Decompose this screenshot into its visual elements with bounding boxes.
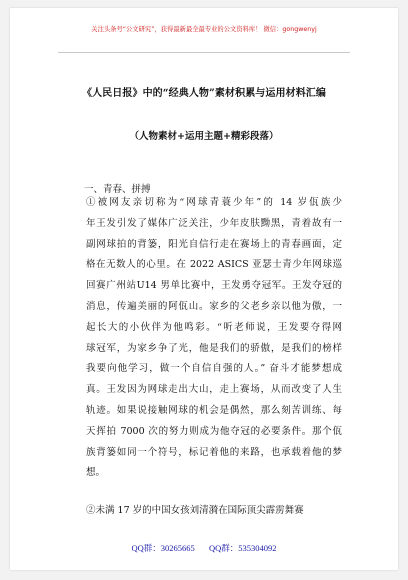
footer-qq-groups xyxy=(10,542,398,554)
footer-qq-group-1: QQ群：30265665 xyxy=(131,543,195,553)
paragraph-1 xyxy=(86,193,342,484)
paragraph-line: 格在无数人的心里。在 2022 ASICS 亚瑟士青少年网球巡 xyxy=(86,259,342,271)
section-heading: 一、青春、拼搏 xyxy=(84,184,151,195)
paragraph-line: 轨迹。如果说接触网球的机会是偶然，那么刻苦训练、每 xyxy=(86,404,342,416)
paragraph-line: 想。 xyxy=(86,467,106,479)
paragraph-line: 我要向他学习，做一个自信自强的人。” 奋斗才能梦想成 xyxy=(86,363,342,375)
document-subtitle: （人物素材+运用主题+精彩段落） xyxy=(129,131,279,142)
footer-qq-group-2: QQ群：535304092 xyxy=(208,543,277,553)
paragraph-line: ①被网友亲切称为“网球青蓑少年”的 14 岁佤族少 xyxy=(86,197,342,208)
paragraph-line: 天挥拍 7000 次的努力则成为他夺冠的必要条件。那个佤 xyxy=(86,425,342,437)
paragraph-line: 副网球拍的背篓，阳光自信行走在赛场上的青春画面，定 xyxy=(86,238,342,250)
paragraph-line: 球冠军，为家乡争了光，他是我们的骄傲，是我们的榜样 xyxy=(86,342,342,354)
paragraph-line: ②未满 17 岁的中国女孩刘清漪在国际顶尖霹雳舞赛 xyxy=(86,505,304,516)
header-divider xyxy=(58,52,350,53)
document-title: 《人民日报》中的“经典人物”素材积累与运用材料汇编 xyxy=(81,88,326,99)
paragraph-line: 真。王发因为网球走出大山，走上赛场，从而改变了人生 xyxy=(86,384,342,396)
paragraph-2 xyxy=(86,501,342,522)
header-notice: 关注头条号“公文研究”，获得最新最全最专业的公文资料库！ 微信：gongwenyj xyxy=(91,26,317,33)
document-page xyxy=(10,8,398,570)
paragraph-line: 年王发引发了媒体广泛关注，少年皮肤黝黑，青着故有一 xyxy=(86,217,342,229)
paragraph-line: 回赛广州站U14 男单比赛中，王发勇夺冠军。王发夺冠的 xyxy=(86,280,342,292)
paragraph-line: 起长大的小伙伴为他鸣彩。“听老师说，王发要夺得网 xyxy=(86,321,342,333)
paragraph-line: 消息，传遍美丽的阿佤山。家乡的父老乡亲以他为傲，一 xyxy=(86,300,342,312)
paragraph-line: 族背篓如同一个符号，标记着他的来路，也承载着他的梦 xyxy=(86,446,342,458)
